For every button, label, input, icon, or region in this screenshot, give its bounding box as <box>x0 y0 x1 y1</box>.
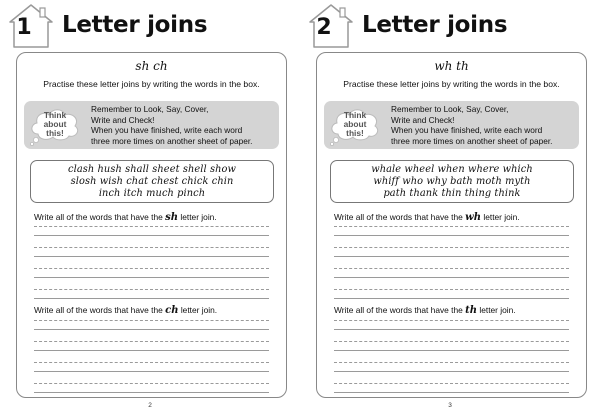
page-number: 2 <box>148 402 152 409</box>
prompt-join: th <box>465 305 478 316</box>
prompt-text: letter join. <box>180 305 218 315</box>
think-text-line: Write and Check! <box>391 114 455 125</box>
instructions-text: Practise these letter joins by writing the words in the box. <box>43 79 260 89</box>
think-text-line: three more times on another sheet of paper. <box>391 135 553 146</box>
think-text-line: Remember to Look, Say, Cover, <box>391 104 509 114</box>
prompt-text: letter join. <box>483 212 520 222</box>
think-text-line: When you have finished, write each word <box>91 125 243 136</box>
word-list-line: whale wheel when where which <box>371 164 533 175</box>
think-text-line: three more times on another sheet of paper. <box>91 135 253 146</box>
think-label-line: this! <box>346 128 364 138</box>
word-list-line: whiff who why bath moth myth <box>373 176 531 187</box>
instructions-text: Practise these letter joins by writing the words in the box. <box>343 79 560 89</box>
think-instructions <box>391 104 577 146</box>
writing-prompt <box>334 212 520 223</box>
letter-joins-heading: sh ch <box>135 59 168 73</box>
think-label-line: this! <box>46 128 64 138</box>
prompt-join: sh <box>165 212 179 223</box>
think-about-this-label <box>328 111 382 138</box>
page-title: Letter joins <box>62 12 208 38</box>
think-text-line: Remember to Look, Say, Cover, <box>91 104 209 114</box>
prompt-join: wh <box>465 212 482 223</box>
prompt-text: Write all of the words that have the <box>334 212 463 222</box>
word-list-line: path thank thin thing think <box>383 188 521 199</box>
think-text-line: When you have finished, write each word <box>391 125 543 136</box>
writing-prompt <box>34 212 217 223</box>
think-label-line: Think <box>343 110 367 120</box>
prompt-text: Write all of the words that have the <box>34 212 163 222</box>
think-label-line: Think <box>43 110 67 120</box>
word-list-line: slosh wish chat chest chick chin <box>70 176 234 187</box>
think-text-line: Write and Check! <box>91 114 155 125</box>
writing-prompt <box>34 305 217 316</box>
prompt-text: Write all of the words that have the <box>34 305 163 315</box>
prompt-text: letter join. <box>479 305 516 315</box>
letter-joins-heading: wh th <box>434 59 469 73</box>
right-page <box>300 0 600 414</box>
word-list-line: clash hush shall sheet shell show <box>68 164 236 175</box>
page-title: Letter joins <box>362 12 508 38</box>
writing-prompt <box>334 305 516 316</box>
think-label-line: about <box>43 119 67 129</box>
prompt-text: letter join. <box>180 212 217 222</box>
page-number: 3 <box>448 402 452 409</box>
prompt-text: Write all of the words that have the <box>334 305 463 315</box>
think-about-this-label <box>28 111 82 138</box>
unit-number: 2 <box>316 15 332 40</box>
think-label-line: about <box>343 119 367 129</box>
think-instructions <box>91 104 277 146</box>
word-list-line: inch itch much pinch <box>98 188 206 199</box>
unit-number: 1 <box>16 15 32 40</box>
prompt-join: ch <box>165 305 179 316</box>
